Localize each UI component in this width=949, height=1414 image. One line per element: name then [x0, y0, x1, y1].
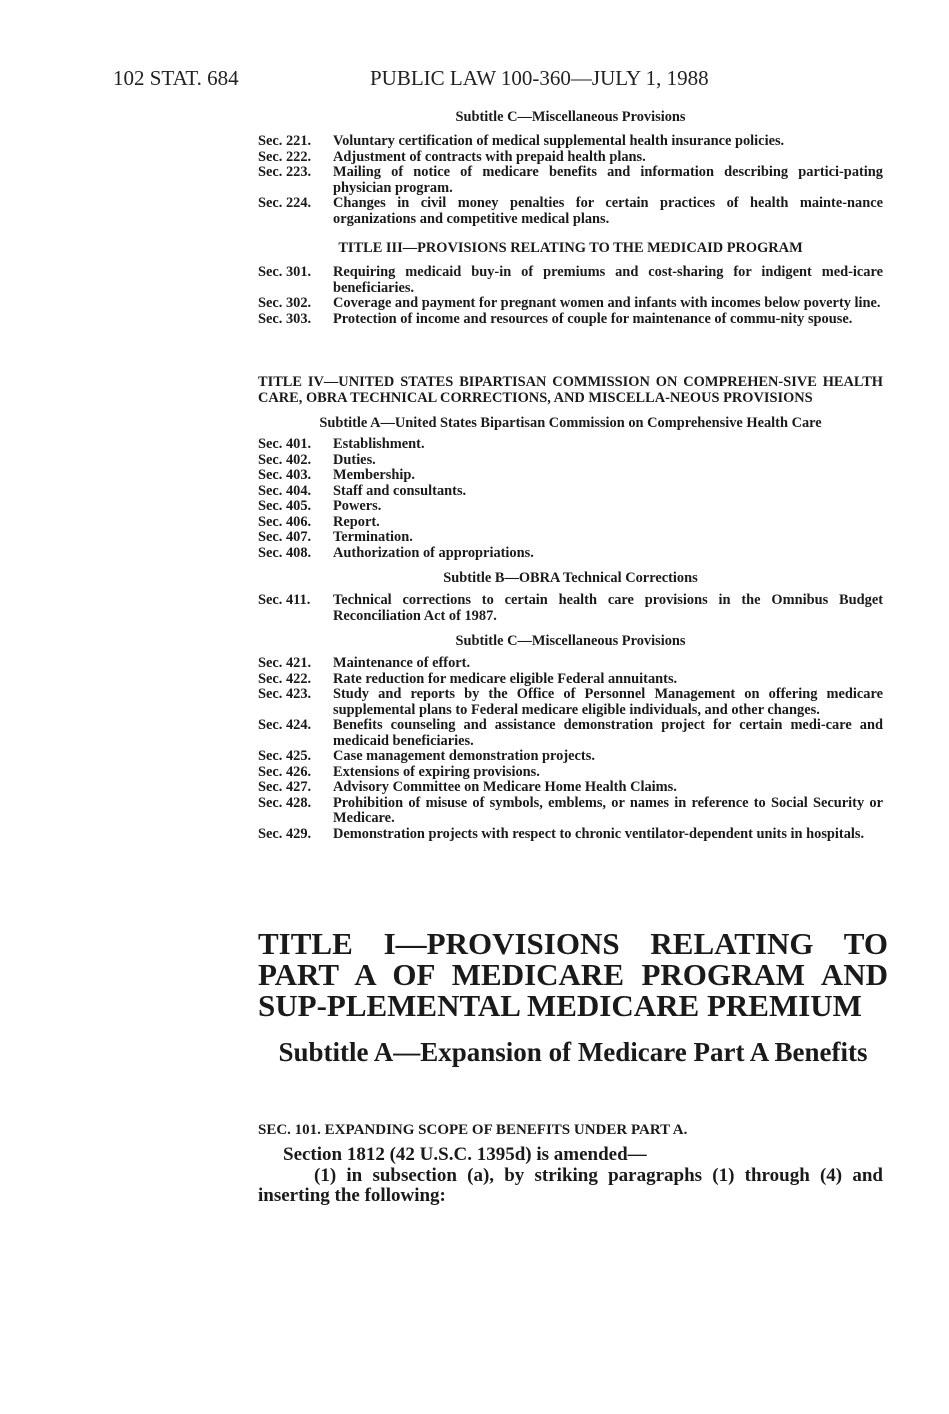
sec-title: Changes in civil money penalties for certain practices of health mainte-nance organizations and competitive medical plans.	[333, 195, 883, 227]
sec-title: Advisory Committee on Medicare Home Health Claims.	[333, 779, 677, 795]
sec-title: Requiring medicaid buy-in of premiums and cost-sharing for indigent med-icare beneficiaries.	[333, 264, 883, 296]
sec-number: Sec. 402.	[258, 451, 312, 468]
page-stat-number: 102 STAT. 684	[113, 66, 239, 90]
title-heading: TITLE III—PROVISIONS RELATING TO THE MEDICAID PROGRAM	[338, 240, 803, 256]
sec-number: Sec. 429.	[258, 825, 312, 842]
toc-entry	[258, 453, 883, 469]
sec-number: Sec. 405.	[258, 498, 312, 514]
toc-entry	[258, 515, 883, 531]
toc-entry	[258, 546, 883, 562]
toc-entry	[258, 196, 883, 227]
toc-entry	[258, 593, 883, 624]
sec-number: Sec. 426.	[258, 763, 312, 780]
sec-title: Coverage and payment for pregnant women and infants with incomes below poverty line.	[333, 295, 881, 311]
toc-entry	[258, 165, 883, 196]
sec-number: Sec. 222.	[258, 148, 312, 165]
sec-title: Demonstration projects with respect to chronic ventilator-dependent units in hospitals.	[333, 825, 865, 842]
title-heading: TITLE IV—UNITED STATES BIPARTISAN COMMISSION ON COMPREHEN-SIVE HEALTH CARE, OBRA TECHNICAL CORRECTIONS, AND MISCELLA-NEOUS PROVISIONS	[258, 374, 883, 406]
sec-title: Voluntary certification of medical supplemental health insurance policies.	[333, 133, 785, 149]
toc-entry	[258, 765, 883, 781]
sec-number: Sec. 302.	[258, 295, 312, 311]
sec-number: Sec. 423.	[258, 686, 312, 702]
toc-title3	[258, 240, 883, 327]
toc-entry	[258, 484, 883, 500]
toc-title4	[258, 374, 883, 842]
sec-number: Sec. 221.	[258, 133, 312, 149]
sec-title: Technical corrections to certain health care provisions in the Omnibus Budget Reconciliation Act of 1987.	[333, 592, 883, 624]
sec-number: Sec. 408.	[258, 544, 312, 561]
sec-title: Membership.	[333, 467, 415, 483]
toc-entry	[258, 718, 883, 749]
sec-title: Powers.	[333, 498, 382, 514]
sec-number: Sec. 424.	[258, 717, 312, 733]
sec-title: Rate reduction for medicare eligible Federal annuitants.	[333, 670, 678, 687]
toc-entry	[258, 656, 883, 672]
toc-entry	[258, 265, 883, 296]
toc-entry	[258, 780, 883, 796]
subtitle-heading: Subtitle A—Expansion of Medicare Part A Benefits	[278, 1037, 868, 1067]
toc-entry	[258, 687, 883, 718]
toc-entry	[258, 296, 883, 312]
sec-title: Staff and consultants.	[333, 482, 467, 499]
toc-entry	[258, 468, 883, 484]
toc-entry	[258, 530, 883, 546]
sec-number: Sec. 404.	[258, 482, 312, 499]
sec-number: Sec. 428.	[258, 794, 312, 811]
sec-number: Sec. 421.	[258, 655, 312, 671]
sec-title: Termination.	[333, 529, 413, 545]
section-heading: SEC. 101. EXPANDING SCOPE OF BENEFITS UNDER PART A.	[258, 1122, 688, 1138]
toc-entry	[258, 312, 883, 328]
sec-number: Sec. 411.	[258, 592, 311, 608]
sec-title: Mailing of notice of medicare benefits and information describing partici-pating physician program.	[333, 164, 883, 196]
running-header: PUBLIC LAW 100-360—JULY 1, 1988	[370, 66, 709, 90]
sec-number: Sec. 403.	[258, 467, 312, 483]
sec-number: Sec. 303.	[258, 310, 312, 327]
sec-title: Study and reports by the Office of Personnel Management on offering medicare supplemental plans to Federal medicare eligible individuals, and other changes.	[333, 686, 883, 718]
sec-title: Duties.	[333, 451, 376, 468]
sec-title: Prohibition of misuse of symbols, emblems, or names in reference to Social Security or Medicare.	[333, 794, 883, 826]
sec-title: Maintenance of effort.	[333, 655, 471, 671]
sec-number: Sec. 401.	[258, 436, 312, 452]
sec-title: Benefits counseling and assistance demonstration project for certain medi-care and medicaid beneficiaries.	[333, 717, 883, 749]
sec-title: Case management demonstration projects.	[333, 748, 595, 764]
sec-number: Sec. 406.	[258, 513, 312, 530]
sec-number: Sec. 301.	[258, 264, 312, 280]
sec-title: Authorization of appropriations.	[333, 544, 534, 561]
sec-number: Sec. 425.	[258, 748, 312, 764]
toc-entry	[258, 437, 883, 453]
sec-title: Extensions of expiring provisions.	[333, 763, 540, 780]
subtitle-heading: Subtitle B—OBRA Technical Corrections	[443, 570, 698, 586]
subtitle-heading: Subtitle C—Miscellaneous Provisions	[455, 109, 686, 125]
toc-entry	[258, 749, 883, 765]
body-paragraph: Section 1812 (42 U.S.C. 1395d) is amended—	[283, 1144, 647, 1165]
title-heading: TITLE I—PROVISIONS RELATING TO PART A OF MEDICARE PROGRAM AND SUP-PLEMENTAL MEDICARE PREMIUM	[258, 926, 888, 1023]
sec-number: Sec. 422.	[258, 670, 312, 687]
sec-title: Report.	[333, 513, 380, 530]
toc-entry	[258, 150, 883, 166]
sec-title: Adjustment of contracts with prepaid health plans.	[333, 148, 646, 165]
subtitle-heading: Subtitle C—Miscellaneous Provisions	[455, 633, 686, 649]
body-paragraph: (1) in subsection (a), by striking paragraphs (1) through (4) and inserting the following:	[258, 1165, 883, 1206]
toc-entry	[258, 134, 883, 150]
sec-title: Protection of income and resources of couple for maintenance of commu-nity spouse.	[333, 310, 853, 327]
sec-number: Sec. 427.	[258, 779, 312, 795]
sec-number: Sec. 223.	[258, 164, 312, 180]
toc-entry	[258, 827, 883, 843]
toc-entry	[258, 672, 883, 688]
sec-number: Sec. 224.	[258, 195, 312, 211]
toc-entry	[258, 796, 883, 827]
subtitle-heading: Subtitle A—United States Bipartisan Commission on Comprehensive Health Care	[319, 415, 822, 431]
toc-t2-subtitle-c	[258, 109, 883, 227]
sec-number: Sec. 407.	[258, 529, 312, 545]
toc-entry	[258, 499, 883, 515]
sec-title: Establishment.	[333, 436, 425, 452]
